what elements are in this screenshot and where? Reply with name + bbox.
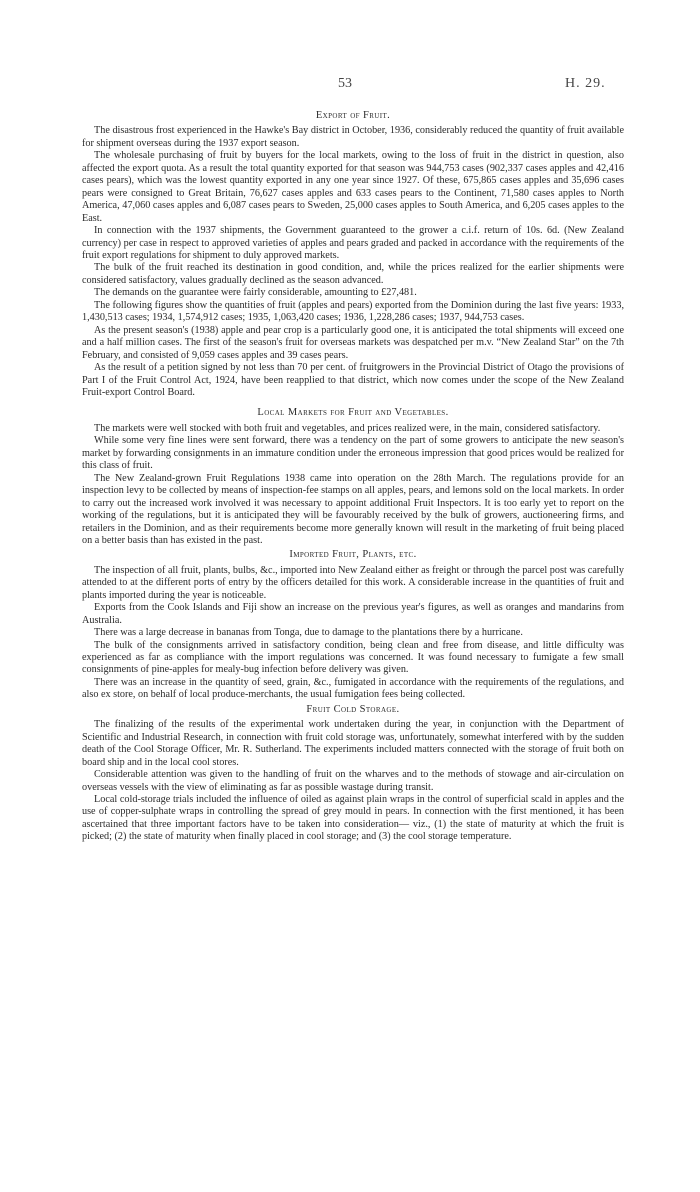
section-heading: Local Markets for Fruit and Vegetables. [257, 407, 449, 419]
paragraph: The finalizing of the results of the experimental work undertaken during the year, in conjunction with the Department of Scientific and Industrial Research, in connection with fruit cold storage was, unfortunately, somewhat interfered with by the sudden death of the Cool Storage Officer, Mr. R. Sutherland. The experiments included matters connected with the storage of fruit both on board ship and in the local cool stores. [82, 719, 624, 768]
section-imported-fruit [82, 549, 624, 701]
paragraph: As the present season's (1938) apple and pear crop is a particularly good one, it is anticipated the total shipments will exceed one and a half million cases. The first of the season's fruit for overseas markets was despatched per m.v. “New Zealand Star” on the 7th February, and consisted of 9,059 cases apples and 39 cases pears. [82, 324, 624, 361]
page-content [82, 110, 624, 844]
paragraph: The disastrous frost experienced in the Hawke's Bay district in October, 1936, considerably reduced the quantity of fruit available for shipment overseas during the 1937 export season. [82, 125, 624, 149]
document-reference: H. 29. [565, 76, 606, 91]
paragraph: Considerable attention was given to the handling of fruit on the wharves and to the methods of stowage and air-circulation on overseas vessels with the view of eliminating as far as possible wastage during transit. [82, 769, 624, 793]
paragraph: The bulk of the consignments arrived in satisfactory condition, being clean and free from disease, and little difficulty was experienced as far as compliance with the import regulations was concerned. It was found necessary to fumigate a few small consignments of pine-apples for mealy-bug infection before delivery was given. [82, 639, 624, 676]
paragraph: The following figures show the quantities of fruit (apples and pears) exported from the Dominion during the last five years: 1933, 1,430,513 cases; 1934, 1,574,912 cases; 1935, 1,063,420 cases; 1936, 1,228,286 cases; 1937, 944,753 cases. [82, 299, 624, 324]
paragraph: While some very fine lines were sent forward, there was a tendency on the part of some growers to anticipate the new season's market by forwarding consignments in an immature condition under the erroneous impression that good prices would be realized for this class of fruit. [82, 435, 624, 472]
paragraph: The bulk of the fruit reached its destination in good condition, and, while the prices realized for the earlier shipments were considered satisfactory, values gradually declined as the season advanced. [82, 262, 624, 286]
section-local-markets [82, 407, 624, 547]
section-heading: Fruit Cold Storage. [306, 703, 400, 715]
page-header [0, 78, 700, 94]
section-heading: Imported Fruit, Plants, etc. [289, 549, 417, 561]
paragraph: Local cold-storage trials included the influence of oiled as against plain wraps in the control of superficial scald in apples and the use of copper-sulphate wraps in controlling the spread of grey mould in pears. In connection with the first mentioned, it has been ascertained that three important factors have to be taken into consideration— viz., (1) the state of maturity at which the fruit is picked; (2) the state of maturity when finally placed in cool storage; and (3) the cool storage temperature. [82, 794, 624, 843]
section-export-of-fruit [82, 110, 624, 399]
paragraph: In connection with the 1937 shipments, the Government guaranteed to the grower a c.i.f. return of 10s. 6d. (New Zealand currency) per case in respect to approved varieties of apples and pears graded and packed in accordance with the requirements of the fruit export regulations for shipment to duly approved markets. [82, 225, 624, 261]
paragraph: As the result of a petition signed by not less than 70 per cent. of fruitgrowers in the Provincial District of Otago the provisions of Part I of the Fruit Control Act, 1924, have been reapplied to that district, which now comes under the scope of the New Zealand Fruit-export Control Board. [82, 362, 624, 398]
paragraph: The inspection of all fruit, plants, bulbs, &c., imported into New Zealand either as freight or through the parcel post was carefully attended to at the different ports of entry by the officers detailed for this work. A considerable increase in the quantities of fruit and plants imported during the year is noticeable. [82, 564, 624, 601]
paragraph: Exports from the Cook Islands and Fiji show an increase on the previous year's figures, as well as oranges and mandarins from Australia. [82, 602, 624, 626]
paragraph: There was an increase in the quantity of seed, grain, &c., fumigated in accordance with the requirements of the regulations, and also ex store, on behalf of local produce-merchants, the usual fumigation fees being collected. [82, 676, 624, 701]
page-number: 53 [338, 76, 352, 91]
section-fruit-cold-storage [82, 704, 624, 844]
section-heading: Export of Fruit. [315, 110, 391, 121]
paragraph: The markets were well stocked with both fruit and vegetables, and prices realized were, in the main, considered satisfactory. [94, 422, 601, 434]
paragraph: There was a large decrease in bananas from Tonga, due to damage to the plantations there by a hurricane. [94, 627, 523, 639]
paragraph: The demands on the guarantee were fairly considerable, amounting to £27,481. [94, 287, 417, 299]
paragraph: The wholesale purchasing of fruit by buyers for the local markets, owing to the loss of fruit in the district in question, also affected the export quota. As a result the total quantity exported for that season was 944,753 cases (902,337 cases apples and 42,416 cases pears), which was the lowest quantity exported in any one year since 1927. Of these, 675,865 cases apples and 35,696 cases pears were consigned to Great Britain, 76,627 cases apples and 633 cases pears to the Continent, 71,580 cases apples to North America, 47,060 cases apples and 6,087 cases pears to Sweden, 25,000 cases apples to South America, and 6,205 cases apples to the East. [82, 150, 624, 224]
paragraph: The New Zealand-grown Fruit Regulations 1938 came into operation on the 28th March. The regulations provide for an inspection levy to be collected by means of inspection-fee stamps on all apples, pears, and lemons sold on the local markets. In order to carry out the increased work involved it was necessary to appoint additional Fruit Inspectors. It is too early yet to report on the working of the regulations, but it is anticipated they will be favourably received by the bulk of growers, auctioneering firms, and retailers in the Dominion, and as their requirements become more generally known will result in the marketing of fruit being placed on a better basis than has existed in the past. [82, 472, 624, 546]
